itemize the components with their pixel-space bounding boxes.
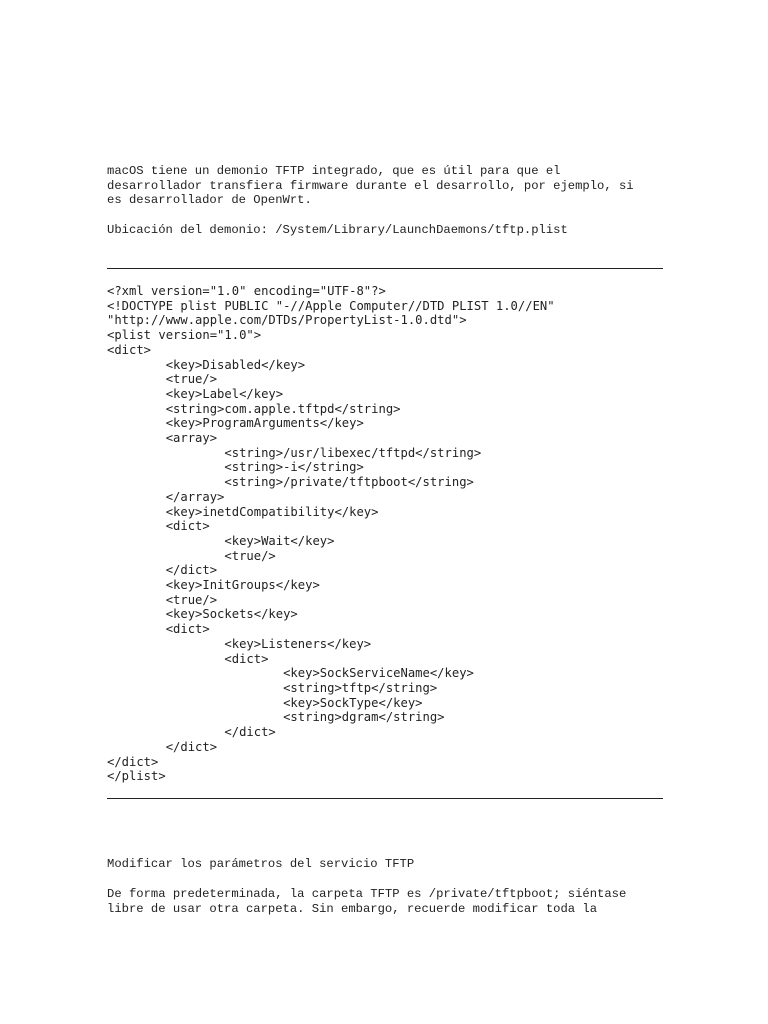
intro-paragraph: macOS tiene un demonio TFTP integrado, que es útil para que el desarrollador transfiera firmware durante el desarrollo, por ejemplo, si es desarrollador de OpenWrt. (107, 164, 634, 208)
code-bottom-divider (107, 798, 663, 799)
daemon-location-text: Ubicación del demonio: /System/Library/LaunchDaemons/tftp.plist (107, 223, 568, 237)
document-page (107, 0, 663, 1024)
section-body-paragraph: De forma predeterminada, la carpeta TFTP es /private/tftpboot; siéntase libre de usar otra carpeta. Sin embargo, recuerde modificar toda la (107, 887, 627, 916)
plist-code-block: <?xml version="1.0" encoding="UTF-8"?> <!DOCTYPE plist PUBLIC "-//Apple Computer//DTD PLIST 1.0//EN" "http://www.apple.com/DTDs/PropertyList-1.0.dtd"> <plist version="1.0"> <dict> <key>Disabled</key> <true/> <key>Label</key> <string>com.apple.tftpd</string> <key>ProgramArguments</key> <array> <string>/usr/libexec/tftpd</string> <string>-i</string> <string>/private/tftpboot</string> </array> <key>inetdCompatibility</key> <dict> <key>Wait</key> <true/> </dict> <key>InitGroups</key> <true/> <key>Sockets</key> <dict> <key>Listeners</key> <dict> <key>SockServiceName</key> <string>tftp</string> <key>SockType</key> <string>dgram</string> </dict> </dict> </dict> </plist> (107, 284, 555, 784)
section-heading: Modificar los parámetros del servicio TFTP (107, 857, 415, 871)
code-top-divider (107, 268, 663, 269)
